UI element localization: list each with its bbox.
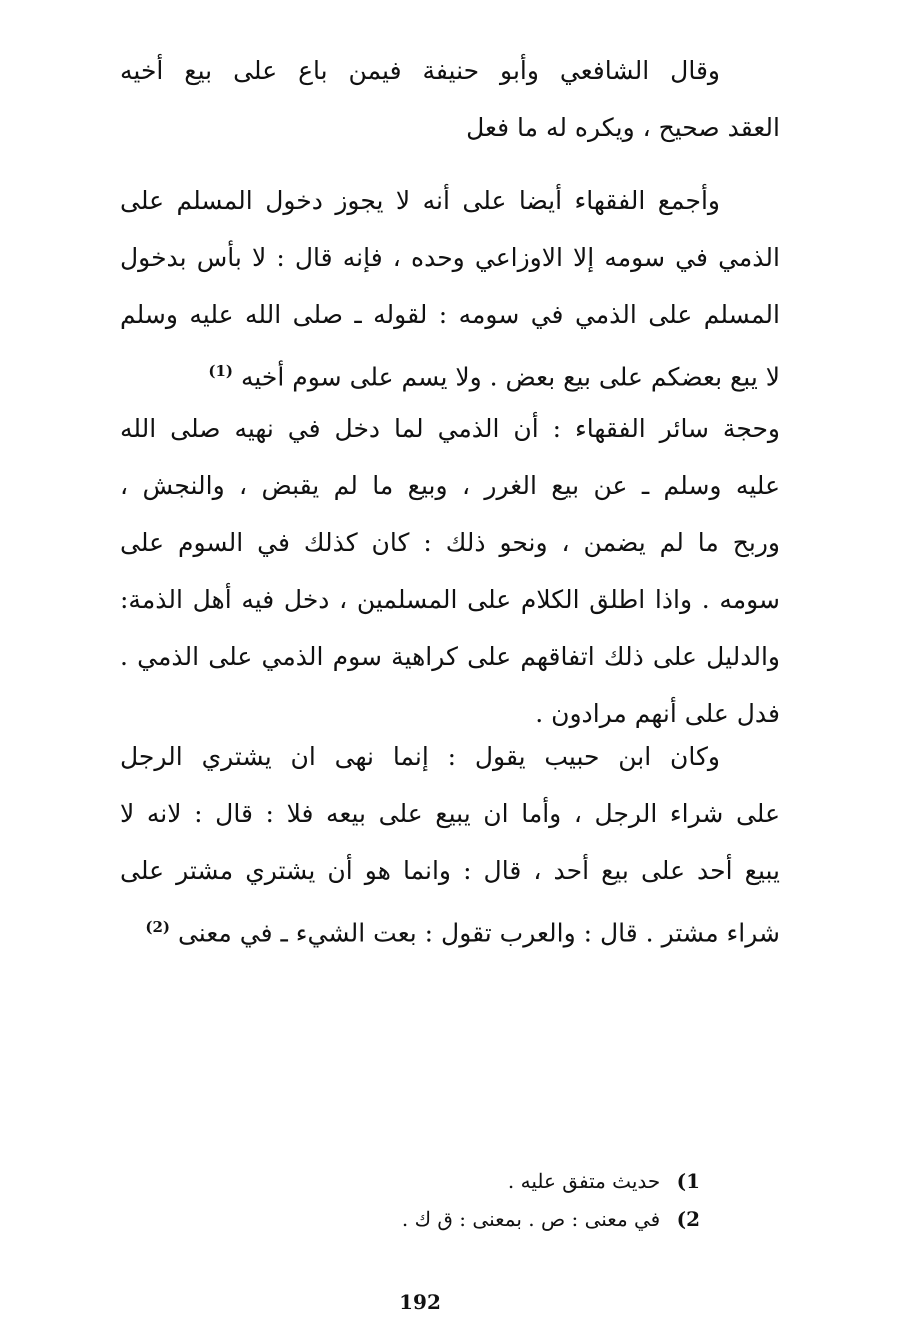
paragraph-2-line-4 bbox=[120, 343, 780, 400]
paragraph-3-line-3: يبيع أحد على بيع أحد ، قال : وانما هو أن يشتري مشتر على bbox=[120, 856, 780, 885]
footnote-2-text: في معنى : ص . بمعنى : ق ك . bbox=[401, 1207, 661, 1231]
footnote-1-text: حديث متفق عليه . bbox=[507, 1169, 661, 1193]
paragraph-2 bbox=[120, 172, 780, 742]
paragraph-2-line-2: الذمي في سومه إلا الاوزاعي وحده ، فإنه قال : لا بأس بدخول bbox=[120, 243, 780, 272]
paragraph-1-line-2: العقد صحيح ، ويكره له ما فعل bbox=[466, 113, 780, 142]
footnote-2-number: 2) bbox=[676, 1207, 700, 1231]
paragraph-2-line-6: عليه وسلم ـ عن بيع الغرر ، وبيع ما لم يقبض ، والنجش ، bbox=[120, 471, 780, 500]
paragraph-2-line-1: وأجمع الفقهاء أيضا على أنه لا يجوز دخول المسلم على bbox=[120, 186, 720, 215]
footnote-1 bbox=[300, 1162, 700, 1200]
paragraph-1-line-1: وقال الشافعي وأبو حنيفة فيمن باع على بيع أخيه bbox=[120, 56, 720, 85]
paragraph-2-line-3: المسلم على الذمي في سومه : لقوله ـ صلى الله عليه وسلم bbox=[120, 300, 780, 329]
footnotes bbox=[300, 1162, 700, 1238]
paragraph-3-line-4-text: شراء مشتر . قال : والعرب تقول : بعت الشيء ـ في معنى bbox=[177, 918, 780, 948]
paragraph-3-line-1: وكان ابن حبيب يقول : إنما نهى ان يشتري الرجل bbox=[120, 742, 720, 771]
paragraph-3 bbox=[120, 728, 780, 956]
footnote-1-number: 1) bbox=[676, 1169, 700, 1193]
page-number: 192 bbox=[399, 1290, 441, 1314]
paragraph-2-line-8: سومه . واذا اطلق الكلام على المسلمين ، دخل فيه أهل الذمة: bbox=[120, 585, 780, 614]
paragraph-3-line-4 bbox=[120, 899, 780, 956]
paragraph-3-line-2: على شراء الرجل ، وأما ان يبيع على بيعه فلا : قال : لانه لا bbox=[120, 799, 780, 828]
paragraph-2-line-10: فدل على أنهم مرادون . bbox=[535, 699, 780, 728]
footnote-ref-2: (2) bbox=[145, 918, 170, 936]
paragraph-2-line-5: وحجة سائر الفقهاء : أن الذمي لما دخل في نهيه صلى الله bbox=[120, 414, 780, 443]
footnote-2 bbox=[300, 1200, 700, 1238]
paragraph-2-line-7: وربح ما لم يضمن ، ونحو ذلك : كان كذلك في السوم على bbox=[120, 528, 780, 557]
footnote-ref-1: (1) bbox=[208, 362, 234, 380]
paragraph-1 bbox=[120, 42, 780, 156]
paragraph-2-line-4-text: لا يبع بعضكم على بيع بعض . ولا يسم على سوم أخيه bbox=[240, 362, 780, 392]
paragraph-2-line-9: والدليل على ذلك اتفاقهم على كراهية سوم الذمي على الذمي . bbox=[120, 642, 780, 671]
